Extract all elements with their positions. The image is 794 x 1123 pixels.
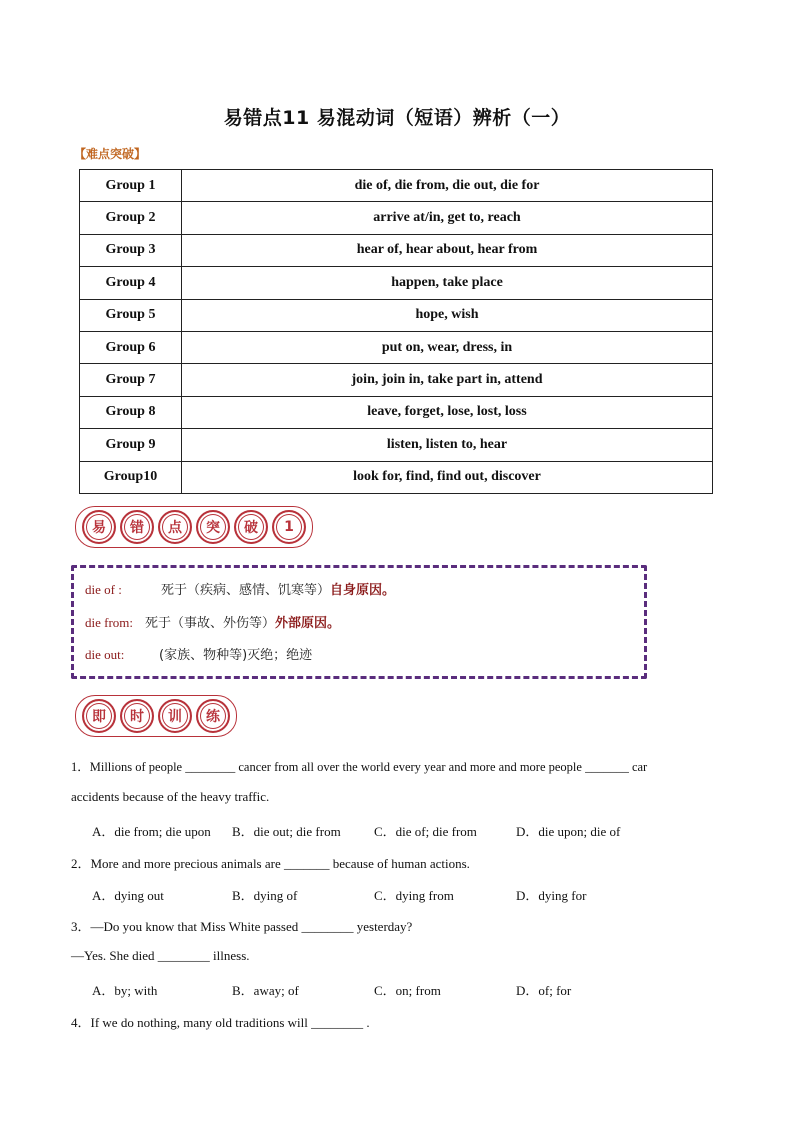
table-row	[80, 202, 713, 234]
badge-char: 即	[82, 699, 116, 733]
question-1: 1．Millions of people ________ cancer from all over the world every year and more and more people _______ car	[71, 760, 648, 774]
group-name: Group 9	[80, 429, 182, 461]
note-line	[85, 579, 395, 598]
option-d: D．die upon; die of	[516, 824, 621, 839]
page-title: 易错点11 易混动词（短语）辨析（一）	[223, 107, 571, 129]
table-row	[80, 364, 713, 396]
badge-char: 点	[158, 510, 192, 544]
table-row	[80, 461, 713, 493]
option-b: B．dying of	[232, 888, 298, 903]
badge-char: 易	[82, 510, 116, 544]
group-name: Group 1	[80, 170, 182, 202]
group-items: arrive at/in, get to, reach	[182, 202, 713, 234]
group-items: put on, wear, dress, in	[182, 331, 713, 363]
option-a: A．by; with	[92, 983, 158, 998]
note-term: die from:	[85, 615, 134, 630]
table-row	[80, 331, 713, 363]
question-3-continued: —Yes. She died ________ illness.	[71, 948, 250, 963]
note-text: (家族、物种等)灭绝；绝迹	[159, 648, 313, 663]
group-items: die of, die from, die out, die for	[182, 170, 713, 202]
table-row	[80, 267, 713, 299]
section-badge-mistake-1	[75, 506, 313, 548]
group-name: Group 8	[80, 396, 182, 428]
option-c: C．die of; die from	[374, 824, 477, 839]
group-items: join, join in, take part in, attend	[182, 364, 713, 396]
note-box	[71, 565, 647, 679]
badge-char: 破	[234, 510, 268, 544]
note-term: die out:	[85, 647, 125, 662]
group-name: Group 6	[80, 331, 182, 363]
badge-char: 错	[120, 510, 154, 544]
group-name: Group 5	[80, 299, 182, 331]
question-2: 2．More and more precious animals are _______ because of human actions.	[71, 856, 470, 871]
question-1-continued: accidents because of the heavy traffic.	[71, 789, 270, 804]
group-name: Group 4	[80, 267, 182, 299]
badge-char: 1	[272, 510, 306, 544]
option-a: A．dying out	[92, 888, 164, 903]
group-items: hear of, hear about, hear from	[182, 234, 713, 266]
badge-char: 训	[158, 699, 192, 733]
group-items: happen, take place	[182, 267, 713, 299]
group-name: Group10	[80, 461, 182, 493]
group-name: Group 3	[80, 234, 182, 266]
table-row	[80, 299, 713, 331]
group-name: Group 2	[80, 202, 182, 234]
option-c: C．on; from	[374, 983, 441, 998]
option-d: D．dying for	[516, 888, 587, 903]
note-emphasis: 自身原因。	[330, 583, 396, 598]
option-d: D．of; for	[516, 983, 572, 998]
note-term: die of :	[85, 582, 122, 597]
table-row	[80, 234, 713, 266]
question-4: 4．If we do nothing, many old traditions will ________ .	[71, 1015, 370, 1030]
section-tag: 【难点突破】	[74, 147, 147, 161]
note-line	[85, 612, 340, 631]
option-b: B．away; of	[232, 983, 299, 998]
badge-char: 时	[120, 699, 154, 733]
note-text: 死于（疾病、感情、饥寒等）	[161, 583, 331, 598]
table-row	[80, 429, 713, 461]
note-emphasis: 外部原因。	[275, 616, 341, 631]
groups-table	[79, 169, 713, 494]
group-items: look for, find, find out, discover	[182, 461, 713, 493]
table-row	[80, 396, 713, 428]
group-items: listen, listen to, hear	[182, 429, 713, 461]
note-line	[85, 644, 312, 663]
question-3: 3．—Do you know that Miss White passed ________ yesterday?	[71, 919, 413, 934]
badge-char: 突	[196, 510, 230, 544]
note-text: 死于（事故、外伤等）	[145, 616, 276, 631]
section-badge-practice	[75, 695, 237, 737]
option-b: B．die out; die from	[232, 824, 341, 839]
table-row	[80, 170, 713, 202]
group-items: leave, forget, lose, lost, loss	[182, 396, 713, 428]
badge-char: 练	[196, 699, 230, 733]
option-c: C．dying from	[374, 888, 454, 903]
group-items: hope, wish	[182, 299, 713, 331]
group-name: Group 7	[80, 364, 182, 396]
option-a: A．die from; die upon	[92, 824, 211, 839]
